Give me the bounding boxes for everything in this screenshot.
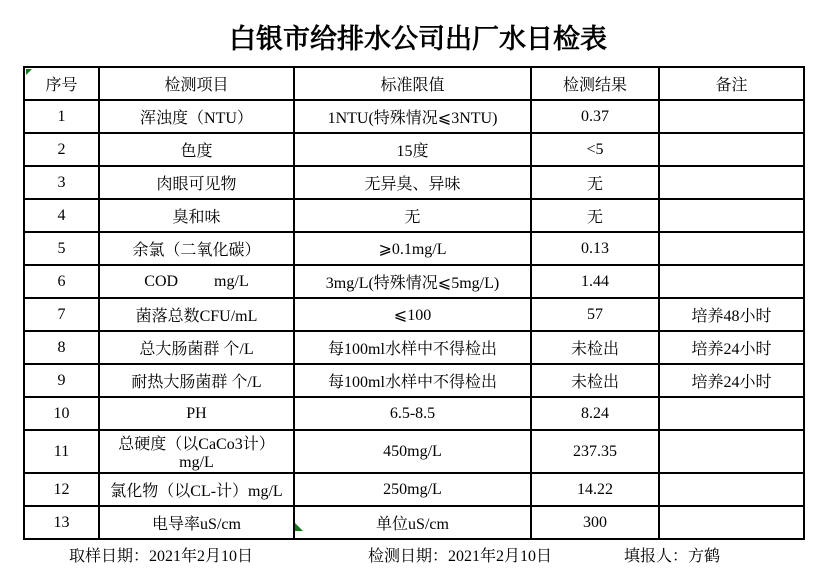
row-limit: 250mg/L — [294, 473, 531, 506]
table-row — [24, 430, 804, 473]
table-row — [24, 397, 804, 430]
table-row — [24, 166, 804, 199]
row-note — [659, 100, 804, 133]
row-limit: 每100ml水样中不得检出 — [294, 331, 531, 364]
row-result: 300 — [531, 506, 659, 539]
column-header-result: 检测结果 — [531, 67, 659, 100]
sampling-date-value: 2021年2月10日 — [149, 548, 254, 565]
row-note — [659, 506, 804, 539]
row-no: 8 — [24, 331, 99, 364]
row-item: 菌落总数CFU/mL — [99, 298, 294, 331]
row-item: 肉眼可见物 — [99, 166, 294, 199]
table-body — [24, 100, 804, 539]
row-result: 无 — [531, 199, 659, 232]
row-note — [659, 166, 804, 199]
row-limit: 单位uS/cm — [294, 506, 531, 539]
row-no: 1 — [24, 100, 99, 133]
row-item: 总硬度（以CaCo3计）mg/L — [99, 430, 294, 473]
table-row — [24, 100, 804, 133]
row-no: 13 — [24, 506, 99, 539]
table-row — [24, 133, 804, 166]
testing-date-label: 检测日期： — [368, 548, 449, 565]
row-limit: ⩽100 — [294, 298, 531, 331]
header-row — [24, 67, 804, 100]
row-result: 1.44 — [531, 265, 659, 298]
row-result: 8.24 — [531, 397, 659, 430]
row-limit: 450mg/L — [294, 430, 531, 473]
row-item: 耐热大肠菌群 个/L — [99, 364, 294, 397]
row-item: 浑浊度（NTU） — [99, 100, 294, 133]
inspection-table — [23, 66, 805, 540]
testing-date-value: 2021年2月10日 — [448, 548, 553, 565]
table-row — [24, 298, 804, 331]
row-note — [659, 199, 804, 232]
row-limit: 无 — [294, 199, 531, 232]
row-result: <5 — [531, 133, 659, 166]
row-note — [659, 133, 804, 166]
table-row — [24, 331, 804, 364]
row-result: 0.13 — [531, 232, 659, 265]
row-note: 培养24小时 — [659, 331, 804, 364]
row-note — [659, 265, 804, 298]
row-item: 总大肠菌群 个/L — [99, 331, 294, 364]
table-row — [24, 473, 804, 506]
cell-error-corner-icon — [26, 69, 32, 75]
row-result: 无 — [531, 166, 659, 199]
row-result: 未检出 — [531, 364, 659, 397]
column-header-note: 备注 — [659, 67, 804, 100]
row-item: 臭和味 — [99, 199, 294, 232]
row-limit: ⩾0.1mg/L — [294, 232, 531, 265]
row-item: PH — [99, 397, 294, 430]
row-limit: 3mg/L(特殊情况⩽5mg/L) — [294, 265, 531, 298]
row-note — [659, 473, 804, 506]
row-no: 3 — [24, 166, 99, 199]
row-result: 237.35 — [531, 430, 659, 473]
row-limit: 1NTU(特殊情况⩽3NTU) — [294, 100, 531, 133]
row-limit: 无异臭、异味 — [294, 166, 531, 199]
row-item: 氯化物（以CL-计）mg/L — [99, 473, 294, 506]
row-note — [659, 430, 804, 473]
row-item: COD mg/L — [99, 265, 294, 298]
table-row — [24, 232, 804, 265]
column-header-item: 检测项目 — [99, 67, 294, 100]
row-item: 余氯（二氧化碳） — [99, 232, 294, 265]
row-result: 57 — [531, 298, 659, 331]
row-no: 4 — [24, 199, 99, 232]
row-item: 电导率uS/cm — [99, 506, 294, 539]
table-row — [24, 199, 804, 232]
row-note — [659, 232, 804, 265]
table-row — [24, 265, 804, 298]
row-note: 培养24小时 — [659, 364, 804, 397]
column-header-no: 序号 — [24, 67, 99, 100]
row-no: 9 — [24, 364, 99, 397]
sampling-date — [69, 543, 253, 566]
footer — [0, 543, 836, 565]
reporter — [624, 543, 720, 566]
row-item: 色度 — [99, 133, 294, 166]
row-no: 6 — [24, 265, 99, 298]
row-limit: 每100ml水样中不得检出 — [294, 364, 531, 397]
row-limit: 15度 — [294, 133, 531, 166]
reporter-label: 填报人： — [624, 548, 689, 565]
table-row — [24, 506, 804, 539]
row-no: 2 — [24, 133, 99, 166]
row-no: 12 — [24, 473, 99, 506]
reporter-value: 方鹤 — [688, 548, 721, 565]
cell-flag-corner-icon — [295, 523, 303, 531]
row-result: 未检出 — [531, 331, 659, 364]
row-result: 0.37 — [531, 100, 659, 133]
row-note: 培养48小时 — [659, 298, 804, 331]
row-result: 14.22 — [531, 473, 659, 506]
testing-date — [368, 543, 552, 566]
row-no: 10 — [24, 397, 99, 430]
row-no: 7 — [24, 298, 99, 331]
table-row — [24, 364, 804, 397]
row-no: 5 — [24, 232, 99, 265]
row-no: 11 — [24, 430, 99, 473]
sampling-date-label: 取样日期： — [69, 548, 150, 565]
column-header-limit: 标准限值 — [294, 67, 531, 100]
row-note — [659, 397, 804, 430]
row-limit: 6.5-8.5 — [294, 397, 531, 430]
page-title: 白银市给排水公司出厂水日检表 — [229, 24, 607, 54]
